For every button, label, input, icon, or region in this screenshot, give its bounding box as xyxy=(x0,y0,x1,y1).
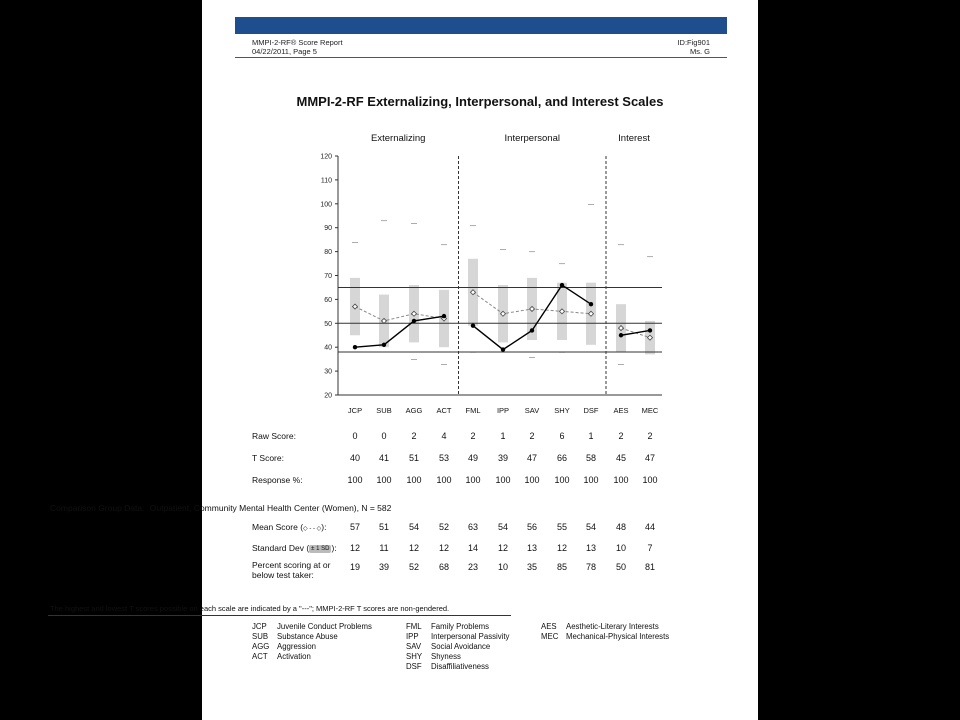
t-score-point xyxy=(560,283,564,287)
response-cell: 100 xyxy=(465,475,481,485)
std-dev-cell: 13 xyxy=(585,543,596,553)
legend-name: Interpersonal Passivity xyxy=(431,632,510,641)
comparison-label: Comparison Group Data: xyxy=(50,503,145,513)
t-score-point xyxy=(442,314,446,318)
sd-label-end: ): xyxy=(331,543,337,553)
response-cell: 100 xyxy=(524,475,540,485)
scale-label: AES xyxy=(613,406,629,415)
legend-item xyxy=(406,642,490,652)
std-dev-label xyxy=(252,543,337,553)
std-dev-cell: 11 xyxy=(379,543,389,553)
scale-label: ACT xyxy=(436,406,452,415)
mean-score-cell: 52 xyxy=(438,522,449,532)
percent-cell: 35 xyxy=(526,562,537,572)
legend-abbrev: FML xyxy=(406,622,422,631)
max-t-marker: --- xyxy=(559,261,565,268)
mean-score-cell: 51 xyxy=(378,522,389,532)
raw-score-cell: 0 xyxy=(381,431,387,441)
mean-score-cell: 63 xyxy=(467,522,478,532)
legend-name: Substance Abuse xyxy=(277,632,338,641)
max-t-marker: --- xyxy=(588,201,594,208)
percent-cell: 39 xyxy=(378,562,389,572)
raw-score-cell: 1 xyxy=(588,431,594,441)
comparison-title xyxy=(50,503,394,513)
t-score-cell: 49 xyxy=(467,453,478,463)
y-tick-label: 40 xyxy=(324,344,332,352)
legend-item xyxy=(252,632,338,642)
footnote-rule xyxy=(48,615,511,616)
percent-cell: 19 xyxy=(349,562,360,572)
raw-score-cell: 2 xyxy=(529,431,535,441)
sd-marker-icon: ± 1 SD xyxy=(311,545,330,552)
t-score-cell: 66 xyxy=(556,453,567,463)
legend-name: Mechanical-Physical Interests xyxy=(566,632,670,641)
legend-abbrev: AES xyxy=(541,622,557,631)
y-tick-label: 70 xyxy=(324,273,332,280)
report-name: MMPI-2-RF® Score Report xyxy=(252,38,343,47)
t-score-label: T Score: xyxy=(252,453,284,463)
percent-cell: 85 xyxy=(556,562,567,572)
max-t-marker: --- xyxy=(441,242,447,249)
raw-score-cell: 2 xyxy=(647,431,653,441)
scale-label: SAV xyxy=(524,406,540,415)
percent-cell: 81 xyxy=(644,562,655,572)
t-score-point xyxy=(648,328,652,332)
response-cell: 100 xyxy=(613,475,629,485)
report-date-page: 04/22/2011, Page 5 xyxy=(252,47,317,56)
legend-item xyxy=(541,622,659,632)
max-t-marker: --- xyxy=(500,247,506,254)
percent-cell: 52 xyxy=(408,562,419,572)
footnote: The highest and lowest T scores possible on each scale are indicated by a "---"; MMPI-2-RF T scores are non-gendered. xyxy=(50,604,450,613)
y-tick-label: 90 xyxy=(324,225,332,233)
legend-name: Family Problems xyxy=(431,622,490,631)
mean-score-cell: 57 xyxy=(349,522,360,532)
legend-name: Aesthetic-Literary Interests xyxy=(566,622,659,631)
percent-cell: 68 xyxy=(438,562,449,572)
std-dev-cell: 13 xyxy=(526,543,537,553)
scale-label: JCP xyxy=(347,406,363,415)
mean-marker-icon: ◇ - - ◇ xyxy=(303,526,322,532)
std-dev-cell: 7 xyxy=(647,543,653,553)
min-t-marker: --- xyxy=(529,354,535,361)
mean-score-cell: 44 xyxy=(644,522,655,532)
std-dev-cell: 12 xyxy=(556,543,567,553)
response-cell: 100 xyxy=(436,475,452,485)
percent-label-line1: Percent scoring at or xyxy=(252,560,331,570)
min-t-marker: --- xyxy=(470,349,476,356)
max-t-marker: --- xyxy=(470,223,476,230)
y-tick-label: 80 xyxy=(324,249,332,257)
y-tick-label: 60 xyxy=(324,296,332,304)
y-tick-label: 110 xyxy=(320,177,332,185)
y-tick-label: 20 xyxy=(324,392,332,400)
raw-score-cell: 2 xyxy=(411,431,417,441)
t-score-cell: 41 xyxy=(378,453,389,463)
scale-label: FML xyxy=(465,406,481,415)
legend-name: Shyness xyxy=(431,652,461,661)
t-score-point xyxy=(412,319,416,323)
t-score-cell: 45 xyxy=(615,453,626,463)
percent-label-line2: below test taker: xyxy=(252,570,314,580)
legend-abbrev: AGG xyxy=(252,642,270,651)
max-t-marker: --- xyxy=(411,220,417,227)
t-score-cell: 40 xyxy=(349,453,360,463)
response-cell: 100 xyxy=(554,475,570,485)
t-score-cell: 39 xyxy=(497,453,508,463)
legend-name: Disaffiliativeness xyxy=(431,662,489,671)
legend-name: Aggression xyxy=(277,642,317,651)
t-score-cell: 58 xyxy=(585,453,596,463)
raw-score-cell: 2 xyxy=(470,431,476,441)
y-tick-label: 120 xyxy=(320,153,332,161)
report-id: ID:Fig901 xyxy=(677,38,710,47)
t-score-cell: 47 xyxy=(526,453,537,463)
max-t-marker: --- xyxy=(352,240,358,247)
comparison-group: Outpatient, Community Mental Health Center (Women), N = 582 xyxy=(149,503,392,513)
raw-score-cell: 1 xyxy=(500,431,506,441)
legend-abbrev: DSF xyxy=(406,662,422,671)
mean-score-cell: 54 xyxy=(408,522,419,532)
mean-score-cell: 55 xyxy=(556,522,567,532)
response-cell: 100 xyxy=(583,475,599,485)
legend-abbrev: SHY xyxy=(406,652,423,661)
response-label: Response %: xyxy=(252,475,303,485)
legend-name: Activation xyxy=(277,652,311,661)
mean-score-label xyxy=(252,522,326,534)
max-t-marker: --- xyxy=(647,254,653,261)
group-header: Interest xyxy=(618,133,650,144)
t-score-cell: 51 xyxy=(408,453,419,463)
std-dev-cell: 12 xyxy=(408,543,419,553)
raw-score-cell: 0 xyxy=(352,431,358,441)
t-score-cell: 47 xyxy=(644,453,655,463)
t-score-point xyxy=(501,347,505,351)
t-score-line xyxy=(355,316,444,347)
response-cell: 100 xyxy=(376,475,392,485)
t-score-point xyxy=(619,333,623,337)
group-header: Interpersonal xyxy=(504,133,560,144)
legend-item xyxy=(406,632,509,642)
legend-abbrev: MEC xyxy=(541,632,559,641)
percent-cell: 78 xyxy=(585,562,596,572)
std-dev-cell: 10 xyxy=(615,543,626,553)
response-cell: 100 xyxy=(642,475,658,485)
client-name: Ms. G xyxy=(690,47,710,56)
page-title: MMPI-2-RF Externalizing, Interpersonal, and Interest Scales xyxy=(296,94,664,109)
std-dev-cell: 12 xyxy=(349,543,360,553)
t-score-cell: 53 xyxy=(438,453,449,463)
sd-label-text: Standard Dev ( xyxy=(252,543,310,553)
legend-item xyxy=(252,652,311,662)
percent-cell: 23 xyxy=(467,562,478,572)
t-score-point xyxy=(471,323,475,327)
legend-item xyxy=(252,622,372,632)
legend-name: Social Avoidance xyxy=(431,642,491,651)
t-score-point xyxy=(530,328,534,332)
raw-score-cell: 4 xyxy=(441,431,447,441)
mean-score-cell: 56 xyxy=(526,522,537,532)
mean-label-text: Mean Score ( xyxy=(252,522,304,532)
legend-abbrev: SUB xyxy=(252,632,269,641)
legend-abbrev: IPP xyxy=(406,632,419,641)
std-dev-cell: 14 xyxy=(467,543,478,553)
mean-score-cell: 54 xyxy=(585,522,596,532)
t-score-point xyxy=(353,345,357,349)
mean-label-end: ): xyxy=(321,522,327,532)
min-t-marker: --- xyxy=(441,361,447,368)
y-tick-label: 100 xyxy=(320,201,332,209)
scale-label: MEC xyxy=(641,406,659,415)
legend-abbrev: ACT xyxy=(252,652,268,661)
legend-name: Juvenile Conduct Problems xyxy=(277,622,372,631)
legend-item xyxy=(406,622,489,632)
legend-abbrev: SAV xyxy=(406,642,422,651)
std-dev-cell: 12 xyxy=(497,543,508,553)
mean-score-cell: 54 xyxy=(497,522,508,532)
group-header: Externalizing xyxy=(371,133,426,144)
max-t-marker: --- xyxy=(381,218,387,225)
min-t-marker: --- xyxy=(559,349,565,356)
scale-label: AGG xyxy=(405,406,423,415)
raw-score-cell: 2 xyxy=(618,431,624,441)
min-t-marker: --- xyxy=(411,357,417,364)
t-score-point xyxy=(382,343,386,347)
percent-cell: 50 xyxy=(615,562,626,572)
scale-label: IPP xyxy=(496,406,510,415)
legend-item xyxy=(406,662,489,672)
percent-label xyxy=(252,560,330,580)
legend-abbrev: JCP xyxy=(252,622,267,631)
legend-item xyxy=(406,652,461,662)
max-t-marker: --- xyxy=(618,242,624,249)
t-score-point xyxy=(589,302,593,306)
max-t-marker: --- xyxy=(529,249,535,256)
raw-score-label: Raw Score: xyxy=(252,431,296,441)
scale-label: SUB xyxy=(376,406,392,415)
raw-score-cell: 6 xyxy=(559,431,565,441)
std-dev-cell: 12 xyxy=(438,543,449,553)
min-t-marker: --- xyxy=(618,361,624,368)
legend-item xyxy=(252,642,316,652)
scale-label: DSF xyxy=(583,406,599,415)
response-cell: 100 xyxy=(495,475,511,485)
scale-label: SHY xyxy=(554,406,570,415)
y-tick-label: 50 xyxy=(324,320,332,328)
response-cell: 100 xyxy=(406,475,422,485)
legend-item xyxy=(541,632,669,642)
response-cell: 100 xyxy=(347,475,363,485)
y-tick-label: 30 xyxy=(324,368,332,376)
mean-score-cell: 48 xyxy=(615,522,626,532)
percent-cell: 10 xyxy=(497,562,508,572)
